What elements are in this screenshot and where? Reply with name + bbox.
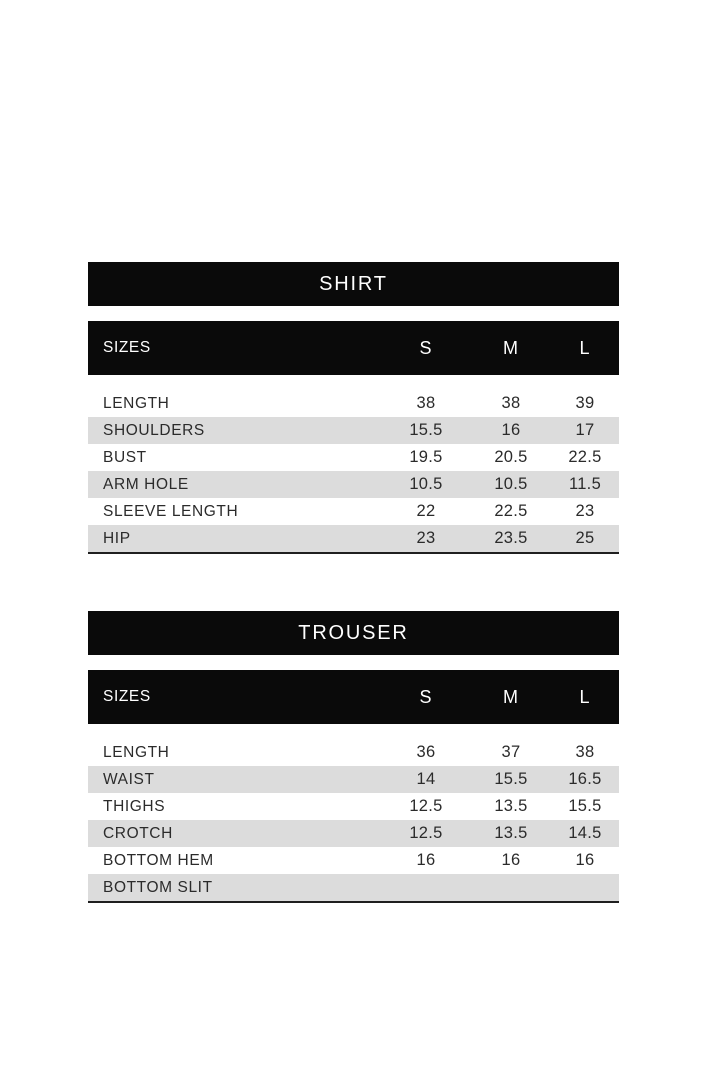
measurement-label: LENGTH	[103, 743, 170, 761]
measurement-label: HIP	[103, 529, 131, 547]
trouser-measurement-rows	[88, 739, 619, 903]
trouser-column-header-l: L	[579, 686, 591, 707]
measurement-label: BUST	[103, 448, 147, 466]
trouser-column-header-m: M	[503, 686, 519, 707]
measurement-value-l: 39	[575, 394, 595, 412]
measurement-label: BOTTOM SLIT	[103, 878, 213, 896]
measurement-value-l: 16	[575, 851, 595, 869]
trouser-title-bar	[88, 611, 619, 655]
measurement-value-m: 16	[501, 421, 521, 439]
measurement-value-s: 12.5	[409, 797, 443, 815]
measurement-value-m: 38	[501, 394, 521, 412]
measurement-value-m: 20.5	[494, 448, 528, 466]
measurement-row	[88, 525, 619, 552]
shirt-title-bar	[88, 262, 619, 306]
measurement-row	[88, 739, 619, 766]
measurement-value-s: 36	[416, 743, 436, 761]
measurement-value-s: 19.5	[409, 448, 443, 466]
measurement-value-l: 14.5	[568, 824, 602, 842]
measurement-value-s: 10.5	[409, 475, 443, 493]
measurement-value-s: 15.5	[409, 421, 443, 439]
measurement-row	[88, 471, 619, 498]
size-chart-sheet	[88, 262, 619, 903]
measurement-value-m: 37	[501, 743, 521, 761]
measurement-row	[88, 444, 619, 471]
measurement-value-s: 16	[416, 851, 436, 869]
measurement-row	[88, 874, 619, 901]
trouser-column-header-s: S	[419, 686, 433, 707]
shirt-column-header-s: S	[419, 337, 433, 358]
measurement-value-m: 22.5	[494, 502, 528, 520]
measurement-value-l: 11.5	[568, 475, 602, 493]
measurement-row	[88, 390, 619, 417]
measurement-value-s: 38	[416, 394, 436, 412]
measurement-value-l: 38	[575, 743, 595, 761]
measurement-row	[88, 498, 619, 525]
measurement-value-s: 23	[416, 529, 436, 547]
measurement-value-l: 23	[575, 502, 595, 520]
measurement-row	[88, 766, 619, 793]
measurement-label: SLEEVE LENGTH	[103, 502, 239, 520]
trouser-header-bar	[88, 670, 619, 724]
measurement-label: SHOULDERS	[103, 421, 205, 439]
measurement-value-l: 15.5	[568, 797, 602, 815]
measurement-value-l: 17	[575, 421, 595, 439]
measurement-row	[88, 417, 619, 444]
measurement-label: CROTCH	[103, 824, 173, 842]
measurement-value-l: 16.5	[568, 770, 602, 788]
shirt-header-bar	[88, 321, 619, 375]
measurement-row	[88, 820, 619, 847]
measurement-value-s: 12.5	[409, 824, 443, 842]
shirt-table-title: SHIRT	[319, 272, 388, 295]
measurement-value-m: 15.5	[494, 770, 528, 788]
measurement-value-m: 16	[501, 851, 521, 869]
trouser-sizes-header-label: SIZES	[103, 688, 151, 705]
measurement-value-m: 13.5	[494, 824, 528, 842]
measurement-value-l: 22.5	[568, 448, 602, 466]
measurement-row	[88, 847, 619, 874]
measurement-value-m: 10.5	[494, 475, 528, 493]
trouser-table-title: TROUSER	[298, 621, 409, 644]
measurement-label: LENGTH	[103, 394, 170, 412]
measurement-label: ARM HOLE	[103, 475, 189, 493]
measurement-label: WAIST	[103, 770, 155, 788]
shirt-measurement-rows	[88, 390, 619, 554]
measurement-value-l: 25	[575, 529, 595, 547]
measurement-row	[88, 793, 619, 820]
measurement-label: BOTTOM HEM	[103, 851, 214, 869]
measurement-value-m: 13.5	[494, 797, 528, 815]
trouser-size-table	[88, 611, 619, 903]
measurement-label: THIGHS	[103, 797, 166, 815]
shirt-column-header-m: M	[503, 337, 519, 358]
measurement-value-m: 23.5	[494, 529, 528, 547]
shirt-column-header-l: L	[579, 337, 591, 358]
measurement-value-s: 22	[416, 502, 436, 520]
shirt-size-table	[88, 262, 619, 554]
shirt-sizes-header-label: SIZES	[103, 339, 151, 356]
measurement-value-s: 14	[416, 770, 436, 788]
